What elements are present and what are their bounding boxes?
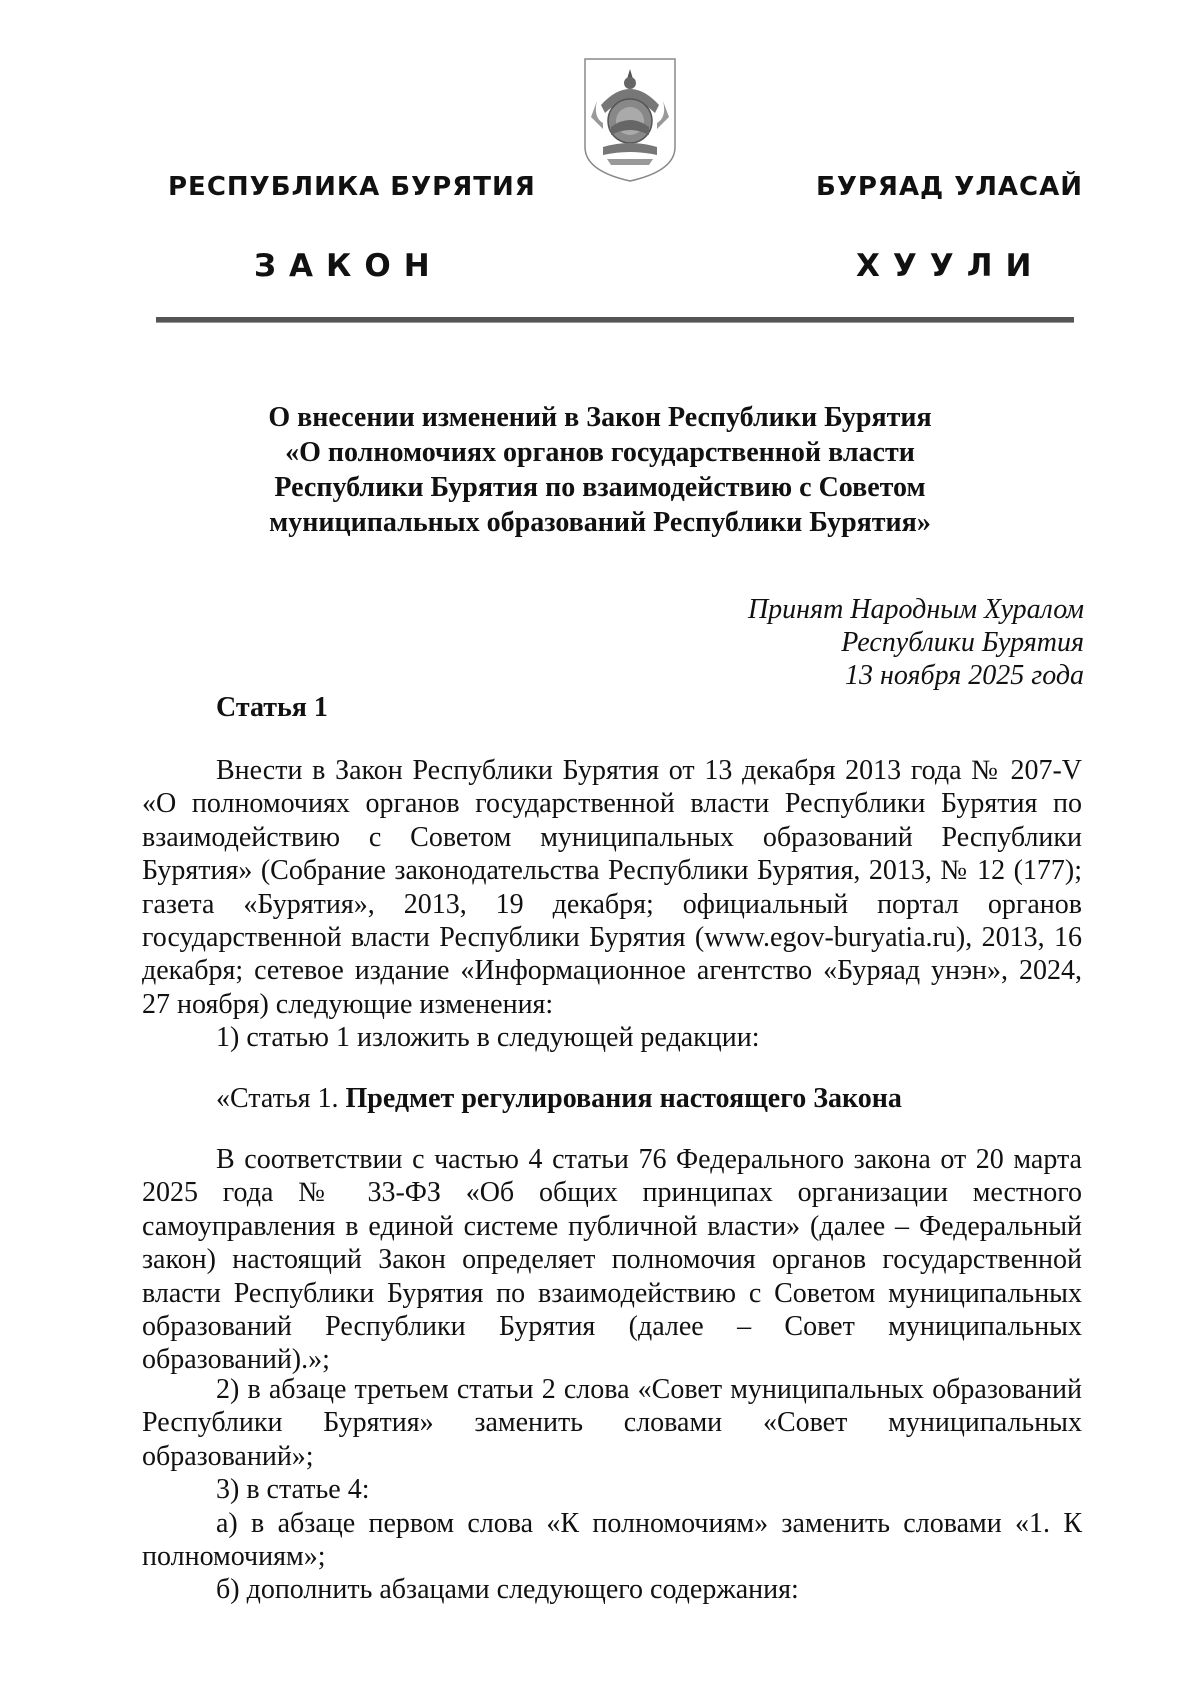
- law-title-line: «О полномочиях органов государственной власти: [285, 437, 915, 468]
- header-republic-bua: БУРЯАД УЛАСАЙ: [816, 172, 1083, 202]
- article-heading: Статья 1: [216, 692, 328, 723]
- header-republic-ru: РЕСПУБЛИКА БУРЯТИЯ: [168, 172, 536, 202]
- quoted-article-body: [142, 1143, 1082, 1377]
- amendments-list: [142, 1373, 1082, 1607]
- paragraph: Внести в Закон Республики Бурятия от 13 декабря 2013 года № 207-V «О полномочиях органов государственной власти Республики Бурятия по взаимодействию с Советом муниципальных образований Республики Бурятия» (Собрание законодательства Республики Бурятия, 2013, № 12 (177); газета «Бурятия», 2013, 19 декабря; официальный портал органов государственной власти Республики Бурятия (www.egov-buryatia.ru), 2013, 16 декабря; сетевое издание «Информационное агентство «Буряад унэн», 2024, 27 ноября) следующие изменения:: [142, 755, 1082, 1020]
- adoption-line: Принят Народным Хуралом: [747, 594, 1084, 625]
- header-law-ru: ЗАКОН: [254, 248, 443, 284]
- paragraph: В соответствии с частью 4 статьи 76 Федерального закона от 20 марта 2025 года № 33-ФЗ «Об общих принципах организации местного самоуправления в единой системе публичной власти» (далее – Федеральный закон) настоящий Закон определяет полномочия органов государственной власти Республики Бурятия по взаимодействию с Советом муниципальных образований Республики Бурятия (далее – Совет муниципальных образований).»;: [142, 1144, 1082, 1376]
- coat-of-arms-emblem: [581, 55, 679, 183]
- law-title-line: муниципальных образований Республики Бурятия»: [269, 507, 931, 538]
- paragraph: 2) в абзаце третьем статьи 2 слова «Совет муниципальных образований Республики Бурятия» заменить словами «Совет муниципальных образований»;: [142, 1374, 1082, 1472]
- quoted-article-title: Предмет регулирования настоящего Закона: [345, 1083, 902, 1114]
- adoption-date: 13 ноября 2025 года: [845, 660, 1084, 691]
- quoted-article-prefix: «Статья 1.: [216, 1083, 346, 1114]
- header-law-bua: ХУУЛИ: [856, 248, 1045, 284]
- law-title: [160, 400, 1040, 540]
- paragraph: 3) в статье 4:: [216, 1474, 370, 1506]
- paragraph: а) в абзаце первом слова «К полномочиям» заменить словами «1. К полномочиям»;: [142, 1507, 1082, 1573]
- law-title-line: О внесении изменений в Закон Республики Бурятия: [268, 402, 932, 433]
- article-body: [142, 754, 1082, 1055]
- paragraph: 1) статью 1 изложить в следующей редакции:: [216, 1022, 760, 1054]
- quoted-article-heading: [142, 1082, 1082, 1115]
- law-title-line: Республики Бурятия по взаимодействию с Советом: [274, 472, 926, 503]
- paragraph: б) дополнить абзацами следующего содержания:: [216, 1574, 799, 1606]
- adoption-line: Республики Бурятия: [841, 627, 1084, 658]
- header-divider: [156, 317, 1074, 323]
- adoption-note: [748, 593, 1084, 692]
